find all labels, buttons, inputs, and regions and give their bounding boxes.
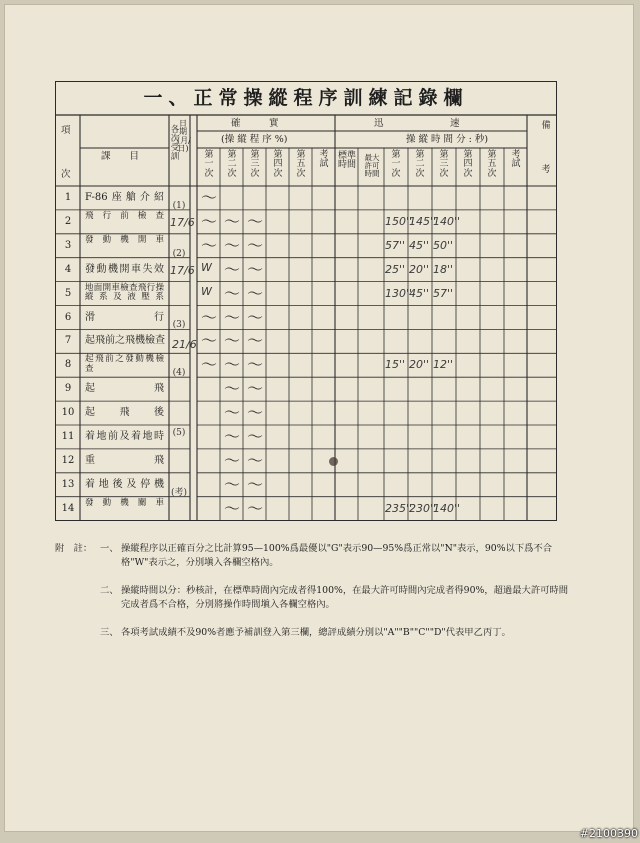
time-entry: 140'': [433, 501, 461, 515]
time-entry: 50'': [433, 238, 454, 252]
row-subject: 重 飛: [85, 454, 164, 466]
row-number: 1: [64, 192, 72, 203]
header-remarks-bottom: 考: [541, 165, 551, 175]
footnote-text: 操縱程序以正確百分之比計算95—100%爲最優以"G"表示90—95%爲正常以"N"表示，90%以下爲不合格"W"表示之，分別塡入各欄空格內。: [121, 543, 553, 568]
accuracy-mark: ～: [224, 259, 241, 279]
header-stage: 各次受訓: [170, 125, 180, 162]
time-entry: 230'': [409, 501, 437, 515]
accuracy-mark: ～: [247, 403, 264, 423]
header-subject: 課 目: [101, 151, 140, 162]
header-speed-col: 考試: [511, 150, 521, 170]
time-entry: 12'': [433, 358, 454, 372]
footnote-number: 一、: [100, 543, 119, 554]
accuracy-mark: ～: [247, 211, 264, 231]
accuracy-mark: ～: [224, 403, 241, 423]
accuracy-mark: ～: [224, 211, 241, 231]
accuracy-mark: ～: [201, 355, 218, 375]
ink-blot: [329, 457, 338, 466]
time-entry: 45'': [409, 286, 430, 300]
row-number: 11: [61, 431, 75, 442]
accuracy-mark: ～: [224, 474, 241, 494]
header-date: 日期(月/日): [177, 119, 191, 154]
header-speed-col: 第五次: [487, 150, 497, 179]
header-accuracy-col: 第四次: [273, 150, 283, 179]
row-number: 2: [64, 215, 72, 227]
header-remarks: 備: [541, 121, 551, 131]
footnote-text: 各項考試成績不及90%者應予補訓登入第三欄，總評成績分別以"A""B""C""D"代表甲乙丙丁。: [121, 627, 511, 638]
time-entry: 15'': [385, 358, 406, 372]
accuracy-mark: ～: [201, 188, 218, 207]
time-entry: 130'': [385, 286, 413, 300]
header-speed-col: 第一次: [391, 150, 401, 179]
time-entry: 18'': [433, 262, 454, 276]
footnote-label: 附 註：: [55, 543, 93, 554]
accuracy-mark: ～: [201, 307, 218, 327]
accuracy-mark: W: [201, 284, 212, 298]
form-title: 一、正常操縱程序訓練記錄欄: [143, 87, 469, 109]
row-subject: 飛 行 前 檢 查: [85, 210, 164, 221]
header-accuracy-col: 第二次: [227, 150, 237, 179]
accuracy-mark: ～: [247, 355, 264, 375]
time-entry: 20'': [409, 358, 430, 372]
header-item-no: 項: [61, 125, 71, 136]
footnote-text: 操縱時間以分：秒核計，在標準時間內完成者得100%，在最大許可時間內完成者得90%，超過最大許可時間完成者爲不合格，分別將操作時間塡入各欄空格內。: [121, 585, 569, 610]
row-number: 3: [64, 239, 72, 251]
stage-label: (1): [172, 200, 186, 211]
accuracy-mark: ～: [201, 235, 218, 255]
footnote-number: 三、: [100, 627, 119, 638]
row-subject: 發 動 機 開 車: [85, 234, 164, 245]
time-entry: 145'': [409, 214, 437, 228]
archive-id: #2100390: [579, 827, 638, 840]
header-speed-col: 第二次: [415, 150, 425, 179]
row-subject: 起飛前之發動機檢 查: [85, 354, 190, 374]
accuracy-mark: ～: [224, 355, 241, 375]
time-entry: 57'': [433, 286, 454, 300]
header-speed-col: 第三次: [439, 150, 449, 179]
row-subject: 着地後及停機: [85, 478, 164, 490]
row-number: 10: [61, 407, 75, 419]
accuracy-mark: ～: [224, 379, 241, 399]
accuracy-mark: ～: [224, 450, 241, 470]
time-entry: 235'': [385, 501, 413, 515]
accuracy-mark: W: [201, 260, 212, 274]
accuracy-mark: ～: [247, 450, 264, 470]
accuracy-mark: ～: [224, 427, 241, 446]
row-subject: 發動機開車失效: [85, 263, 164, 275]
accuracy-mark: ～: [247, 259, 264, 279]
accuracy-mark: ～: [224, 331, 241, 351]
row-number: 4: [64, 263, 72, 275]
row-subject: 着地前及着地時: [85, 431, 164, 442]
accuracy-mark: ～: [224, 498, 241, 518]
header-speed-sub: 操 縱 時 間 分 : 秒): [406, 134, 489, 145]
row-number: 5: [64, 287, 72, 299]
stage-label: (3): [172, 320, 186, 331]
accuracy-mark: ～: [247, 331, 264, 351]
footnote-number: 二、: [100, 585, 119, 596]
time-entry: 57'': [385, 238, 406, 252]
accuracy-mark: ～: [247, 235, 264, 255]
accuracy-mark: ～: [224, 235, 241, 255]
date-note: 17/6: [170, 216, 195, 230]
accuracy-mark: ～: [247, 379, 264, 399]
stage-label: (5): [172, 427, 186, 438]
stage-label: (考): [170, 487, 188, 498]
accuracy-mark: ～: [224, 283, 241, 303]
row-subject: 地面開車檢查飛行操縱系及液壓系: [85, 282, 164, 302]
accuracy-mark: ～: [247, 283, 264, 303]
header-accuracy-sub: (操 縱 程 序 %): [221, 134, 288, 145]
date-note: 17/6: [170, 263, 195, 277]
row-number: 13: [61, 478, 75, 490]
header-accuracy: 確 實: [231, 118, 279, 129]
time-entry: 20'': [409, 262, 430, 276]
row-subject: 起 飛 後: [85, 407, 164, 419]
header-speed-col: 第四次: [463, 150, 473, 179]
row-number: 7: [64, 335, 72, 347]
accuracy-mark: ～: [247, 307, 264, 327]
accuracy-mark: ～: [247, 474, 264, 494]
header-standard-time: 標準時間: [338, 151, 357, 171]
row-subject: 滑 行: [85, 311, 164, 323]
header-item-no-bottom: 次: [61, 169, 71, 180]
row-number: 8: [64, 359, 72, 371]
time-entry: 25'': [385, 262, 406, 276]
date-note: 21/6: [172, 337, 197, 351]
stage-label: (2): [172, 248, 186, 259]
accuracy-mark: ～: [201, 211, 218, 231]
accuracy-mark: ～: [247, 498, 264, 518]
row-subject: 發 動 機 關 車: [85, 497, 164, 508]
row-subject: 起飛前之飛機檢查: [85, 335, 165, 347]
row-number: 6: [64, 311, 72, 323]
row-number: 12: [61, 454, 75, 466]
row-subject: F-86座艙介紹: [85, 192, 164, 203]
header-accuracy-col: 第一次: [204, 150, 214, 179]
training-record-table: [55, 81, 557, 521]
time-entry: 140'': [433, 214, 461, 228]
time-entry: 150'': [385, 214, 413, 228]
header-accuracy-col: 第三次: [250, 150, 260, 179]
accuracy-mark: ～: [224, 307, 241, 327]
header-accuracy-col: 考試: [319, 150, 329, 170]
header-speed: 迅 速: [374, 118, 460, 129]
accuracy-mark: ～: [201, 331, 218, 351]
header-max-time: 最大許可時間: [364, 153, 380, 178]
time-entry: 45'': [409, 238, 430, 252]
row-number: 9: [64, 383, 72, 395]
accuracy-mark: ～: [247, 427, 264, 446]
row-subject: 起 飛: [85, 383, 164, 395]
stage-label: (4): [172, 368, 186, 379]
header-accuracy-col: 第五次: [296, 150, 306, 179]
row-number: 14: [61, 502, 75, 514]
